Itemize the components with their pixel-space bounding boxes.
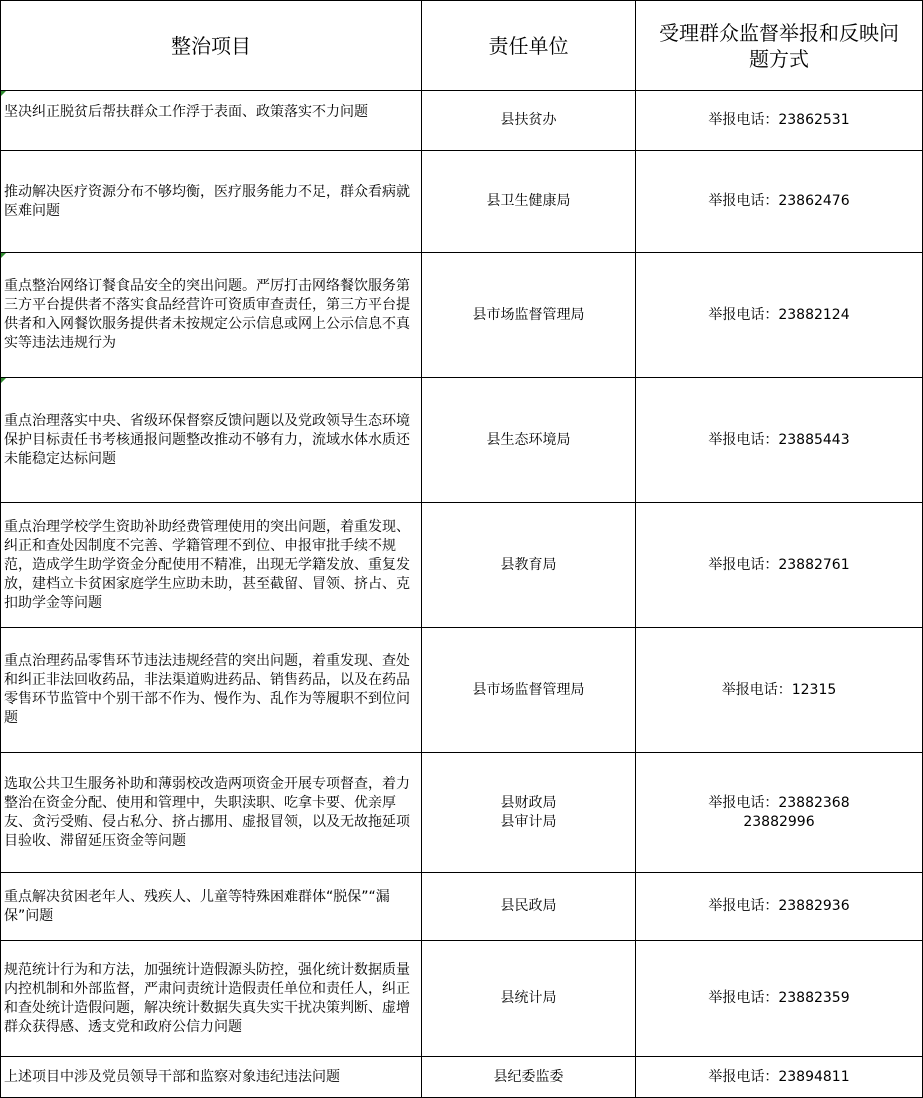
responsible-unit xyxy=(422,151,636,253)
responsible-unit xyxy=(422,873,636,941)
unit-name: 县统计局 xyxy=(500,990,557,1006)
item-text: 坚决纠正脱贫后帮扶群众工作浮于表面、政策落实不力问题 xyxy=(4,104,368,120)
responsible-unit xyxy=(422,1057,636,1098)
header-item: 整治项目 xyxy=(1,1,422,91)
rectification-item xyxy=(1,503,422,628)
report-phone: 举报电话：23882936 xyxy=(708,898,850,914)
unit-name: 县审计局 xyxy=(500,813,557,830)
responsible-unit xyxy=(422,378,636,503)
rectification-item xyxy=(1,378,422,503)
table-row xyxy=(1,253,923,378)
table-row xyxy=(1,941,923,1057)
report-phone: 举报电话：23882761 xyxy=(708,556,850,573)
item-text: 重点治理学校学生资助补助经费管理使用的突出问题，着重发现、纠正和查处因制度不完善、学籍管理不到位、申报审批手续不规范，造成学生助学资金分配使用不精准，出现无学籍发放、重复发放，建档立卡贫困家庭学生应助未助，甚至截留、冒领、挤占、克扣助学金等问题 xyxy=(4,518,410,611)
report-contact xyxy=(636,378,923,503)
report-contact xyxy=(636,503,923,628)
report-contact xyxy=(636,91,923,151)
report-contact xyxy=(636,753,923,873)
report-contact xyxy=(636,151,923,253)
cell-corner-marker xyxy=(1,378,6,383)
unit-name: 县生态环境局 xyxy=(486,431,571,448)
cell-corner-marker xyxy=(1,253,6,258)
report-contact xyxy=(636,253,923,378)
header-unit: 责任单位 xyxy=(422,1,636,91)
item-text: 上述项目中涉及党员领导干部和监察对象违纪违法问题 xyxy=(4,1068,340,1085)
unit-name: 县民政局 xyxy=(500,898,557,914)
unit-name: 县纪委监委 xyxy=(493,1068,564,1085)
item-text: 重点治理药品零售环节违法违规经营的突出问题，着重发现、查处和纠正非法回收药品，非法渠道购进药品、销售药品，以及在药品零售环节监管中个别干部不作为、慢作为、乱作为等履职不到位问题 xyxy=(4,653,410,726)
report-phone: 举报电话：23862476 xyxy=(708,193,850,209)
report-phone: 举报电话：23885443 xyxy=(708,431,850,448)
item-text: 重点整治网络订餐食品安全的突出问题。严厉打击网络餐饮服务第三方平台提供者不落实食品经营许可资质审查责任，第三方平台提供者和入网餐饮服务提供者未按规定公示信息或网上公示信息不真实等违法违规行为 xyxy=(4,278,410,351)
responsible-unit xyxy=(422,628,636,753)
rectification-item xyxy=(1,253,422,378)
responsible-unit xyxy=(422,753,636,873)
item-text: 重点解决贫困老年人、残疾人、儿童等特殊困难群体“脱保”“漏保”问题 xyxy=(4,888,390,924)
report-contact xyxy=(636,941,923,1057)
header-row xyxy=(1,1,923,91)
item-text: 重点治理落实中央、省级环保督察反馈问题以及党政领导生态环境保护目标责任书考核通报问题整改推动不够有力，流域水体水质还未能稳定达标问题 xyxy=(4,412,410,467)
rectification-item xyxy=(1,628,422,753)
item-text: 选取公共卫生服务补助和薄弱校改造两项资金开展专项督查，着力整治在资金分配、使用和管理中，失职渎职、吃拿卡要、优亲厚友、贪污受贿、侵占私分、挤占挪用、虚报冒领，以及无故拖延项目验收、滞留延压资金等问题 xyxy=(4,775,410,849)
responsible-unit xyxy=(422,253,636,378)
report-phone: 23882996 xyxy=(743,813,815,830)
report-contact xyxy=(636,628,923,753)
unit-name: 县卫生健康局 xyxy=(486,193,571,209)
responsible-unit xyxy=(422,503,636,628)
table-row xyxy=(1,378,923,503)
table-body xyxy=(1,91,923,1098)
report-contact xyxy=(636,1057,923,1098)
unit-name: 县市场监督管理局 xyxy=(472,306,585,323)
table-row xyxy=(1,873,923,941)
table-row xyxy=(1,503,923,628)
report-contact xyxy=(636,873,923,941)
table-row xyxy=(1,628,923,753)
report-phone: 举报电话：23882359 xyxy=(708,990,850,1006)
cell-corner-marker xyxy=(1,91,6,96)
item-text: 规范统计行为和方法，加强统计造假源头防控，强化统计数据质量内控机制和外部监督，严肃问责统计造假责任单位和责任人，纠正和查处统计造假问题，解决统计数据失真失实干扰决策判断、虚增群众获得感、透支党和政府公信力问题 xyxy=(4,961,410,1035)
table-row xyxy=(1,91,923,151)
rectification-item xyxy=(1,941,422,1057)
unit-name: 县财政局 xyxy=(500,794,557,811)
header-contact: 受理群众监督举报和反映问题方式 xyxy=(636,1,923,91)
report-phone: 举报电话：23862531 xyxy=(708,112,850,128)
rectification-item xyxy=(1,91,422,151)
item-text: 推动解决医疗资源分布不够均衡，医疗服务能力不足，群众看病就医难问题 xyxy=(4,183,410,219)
report-phone: 举报电话：23894811 xyxy=(708,1068,850,1085)
table-row xyxy=(1,1057,923,1098)
table-row xyxy=(1,151,923,253)
rectification-item xyxy=(1,151,422,253)
rectification-item xyxy=(1,873,422,941)
table-row xyxy=(1,753,923,873)
report-phone: 举报电话：23882124 xyxy=(708,306,850,323)
report-phone: 举报电话：23882368 xyxy=(708,794,850,811)
unit-name: 县教育局 xyxy=(500,556,557,573)
responsible-unit xyxy=(422,91,636,151)
rectification-item xyxy=(1,753,422,873)
responsible-unit xyxy=(422,941,636,1057)
unit-name: 县市场监督管理局 xyxy=(472,681,585,698)
report-phone: 举报电话：12315 xyxy=(721,681,837,698)
rectification-item xyxy=(1,1057,422,1098)
unit-name: 县扶贫办 xyxy=(500,112,557,128)
